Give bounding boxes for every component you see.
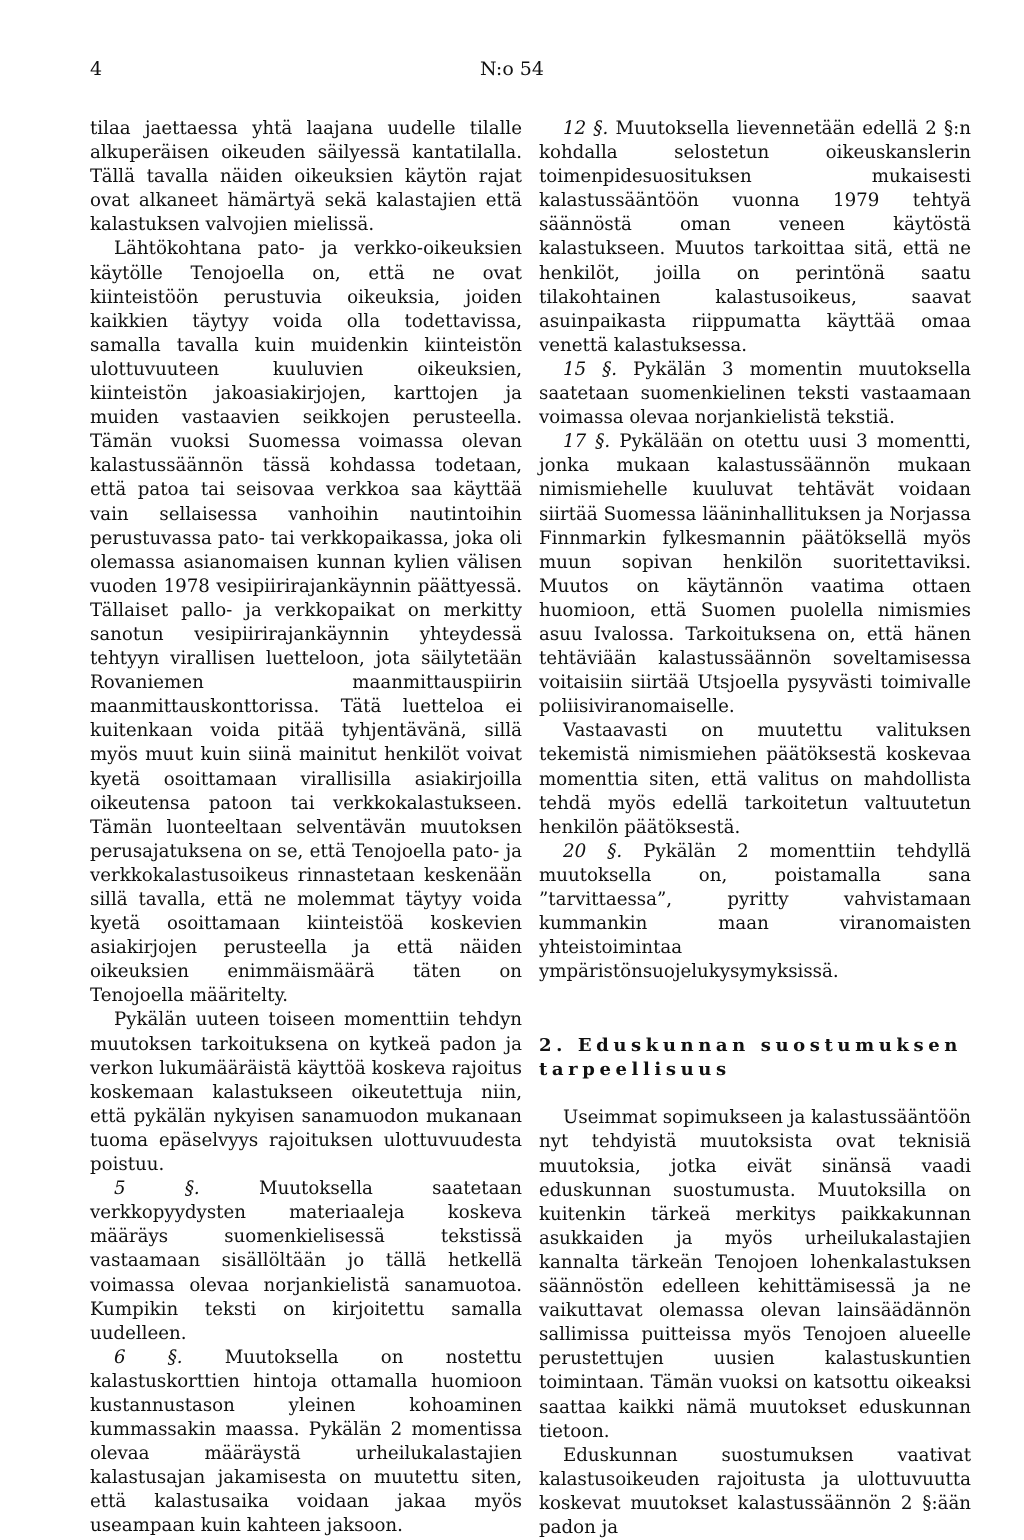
section-text: Muutoksella on nostettu kalastuskorttien hintoja ottamalla huomioon kustannustason yleinen kohoaminen kummassakin maassa. Pykälän 2 momentissa olevaa määräystä urheilukalastajien kalastusajan jakamisesta on muutettu siten, että kalastusaika voidaan jakaa myös useampaan kuin kahteen jaksoon.	[90, 1346, 522, 1537]
left-column	[90, 117, 522, 1539]
paragraph: Vastaavasti on muutettu valituksen tekemistä nimismiehen päätöksestä koskevaa momenttia siten, että valitus on mahdollista tehdä myös edellä tarkoitetun valtuutetun henkilön päätöksestä.	[539, 720, 971, 838]
paragraph: Pykälän uuteen toiseen momenttiin tehdyn muutoksen tarkoituksena on kytkeä padon ja verkon lukumääräistä käyttöä koskeva rajoitus koskemaan kalastukseen oikeutettuja niin, että pykälän nykyisen sanamuodon mukanaan tuoma epäselvyys rajoituksen ulottuvuudesta poistuu.	[90, 1009, 522, 1176]
section-text: Pykälän 2 momenttiin tehdyllä muutoksella on, poistamalla sana ”tarvittaessa”, pyritty vahvistamaan kummankin maan viranomaisten yhteistoimintaa ympäristönsuojelukysymyksissä.	[539, 840, 971, 983]
section-paragraph	[90, 1346, 522, 1539]
header-title: N:o 54	[479, 58, 544, 80]
section-paragraph	[539, 117, 971, 358]
paragraph: Useimmat sopimukseen ja kalastussääntöön nyt tehdyistä muutoksista ovat teknisiä muutoksia, jotka eivät sinänsä vaadi eduskunnan suostumusta. Muutoksilla on kuitenkin tärkeä merkitys paikkakunnan asukkaiden ja myös urheilukalastajien kannalta tärkeän Tenojoen lohenkalastuksen säännöstön edelleen kehittämisessä ja ne vaikuttavat olemassa olevan lainsäädännön sallimissa puitteissa myös Tenojoen alueelle perustettujen uusien kalastuskuntien toimintaan. Tämän vuoksi on katsottu oikeaksi saattaa kaikki nämä muutokset eduskunnan tietoon.	[539, 1107, 971, 1442]
section-paragraph	[539, 430, 971, 719]
section-text: Muutoksella saatetaan verkkopyydysten materiaaleja koskeva määräys suomenkielisessä tekstissä vastaamaan sisällöltään jo tällä hetkellä voimassa olevaa norjankielistä sanamuotoa. Kumpikin teksti on kirjoitettu samalla uudelleen.	[90, 1178, 522, 1344]
section-text: Muutoksella lievennetään edellä 2 §:n kohdalla selostetun oikeuskanslerin toimenpidesuosituksen mukaisesti kalastussääntöön vuonna 1979 tehtyä säännöstä oman veneen käytöstä kalastukseen. Muutos tarkoittaa sitä, että ne henkilöt, joilla on perintönä saatu tilakohtainen kalastusoikeus, saavat asuinpaikasta riippumatta käyttää omaa venettä kalastuksessa.	[539, 118, 971, 356]
section-number: 17 §.	[563, 431, 611, 453]
paragraph: Eduskunnan suostumuksen vaativat kalastusoikeuden rajoitusta ja ulottuvuutta koskevat muutokset kalastussäännön 2 §:ään padon ja	[539, 1444, 971, 1538]
section-number: 20 §.	[563, 840, 623, 862]
page-number: 4	[90, 58, 103, 80]
section-number: 12 §.	[563, 118, 609, 139]
paragraph: tilaa jaettaessa yhtä laajana uudelle tilalle alkuperäisen oikeuden säilyessä kantatilalla. Tällä tavalla näiden oikeuksien käytön rajat ovat alkaneet hämärtyä sekä kalastajien että kalastuksen valvojien mielissä.	[90, 118, 522, 236]
section-number: 6 §.	[114, 1346, 183, 1368]
section-text: Pykälään on otettu uusi 3 momentti, jonka mukaan kalastussäännön mukaan nimismiehelle kuuluvat tehtävät voidaan siirtää Suomessa lääninhallituksen ja Norjassa Finnmarkin fylkesmannin päätöksellä myös muun sopivan henkilön suoritettaviksi. Muutos on käytännön vaatima ottaen huomioon, että Suomen puolella nimismies asuu Ivalossa. Tarkoituksena on, että hänen tehtäviään kalastussäännön soveltamisessa voitaisiin siirtää Utsjoella pysyvästi toimivalle poliisiviranomaiselle.	[539, 431, 971, 718]
section-paragraph	[90, 1177, 522, 1346]
section-number: 5 §.	[114, 1178, 200, 1200]
section-number: 15 §.	[563, 358, 618, 380]
section-paragraph	[539, 358, 971, 430]
section-paragraph	[539, 840, 971, 985]
right-column	[539, 117, 971, 1540]
section-heading: 2. Eduskunnan suostumuksen tarpeellisuus	[539, 1035, 962, 1081]
paragraph: Lähtökohtana pato- ja verkko-oikeuksien käytölle Tenojoella on, että ne ovat kiinteistöön perustuvia oikeuksia, joiden kaikkien täytyy voida olla todettavissa, samalla tavalla kuin muidenkin kiinteistön ulottuvuuteen kuuluvien oikeuksien, kiinteistön jakoasiakirjojen, karttojen ja muiden vastaavien seikkojen perusteella. Tämän vuoksi Suomessa voimassa olevan kalastussäännön tässä kohdassa todetaan, että patoa tai seisovaa verkkoa saa käyttää vain sellaisessa vanhoihin nautintoihin perustuvassa pato- tai verkkopaikassa, joka oli olemassa asianomaisen kunnan kylien välisen vuoden 1978 vesipiirirajankäynnin päättyessä. Tällaiset pallo- ja verkkopaikat on merkitty sanotun vesipiirirajankäynnin yhteydessä tehtyyn virallisen luetteloon, jota säilytetään Rovaniemen maanmittauspiirin maanmittauskonttorissa. Tätä luetteloa ei kuitenkaan voida pitää tyhjentävänä, sillä myös muut kuin siinä mainitut henkilöt voivat kyetä osoittamaan virallisilla asiakirjoilla oikeutensa patoon tai verkkokalastukseen. Tämän luonteeltaan selventävän muutoksen perusajatuksena on se, että Tenojoella pato- ja verkkokalastusoikeus rinnastetaan keskenään sillä tavalla, että ne molemmat täytyy voida kyetä osoittamaan kiinteistöä koskevien asiakirjojen perusteella ja että näiden oikeuksien enimmäismäärä täten on Tenojoella määritelty.	[90, 238, 522, 1007]
section-text: Pykälän 3 momentin muutoksella saatetaan suomenkielinen teksti vastaamaan voimassa olevaa norjankielistä tekstiä.	[539, 358, 971, 429]
